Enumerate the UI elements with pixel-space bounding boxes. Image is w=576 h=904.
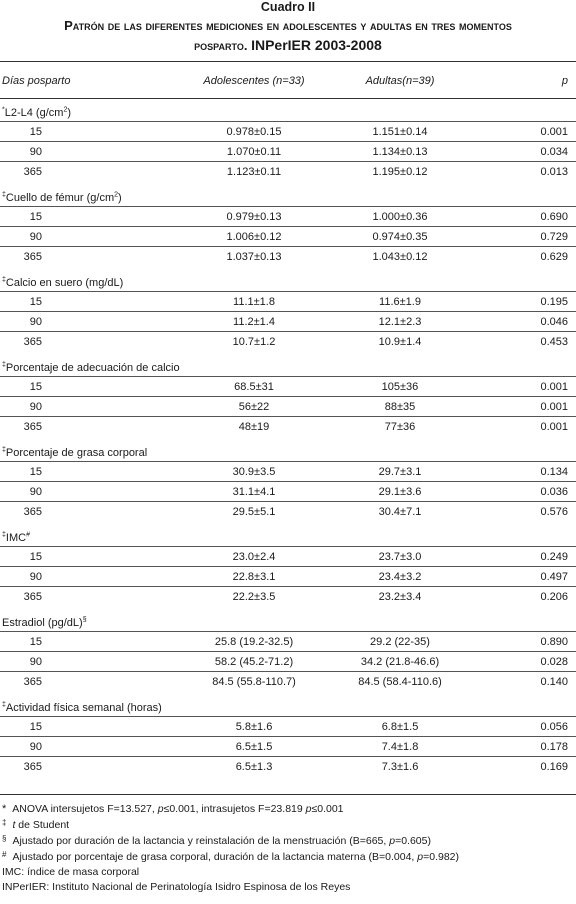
cell-adolescentes: 30.9±3.5: [232, 466, 276, 478]
cell-adultas: 1.195±0.12: [372, 166, 428, 178]
footnote-grasa: [2, 850, 459, 864]
footnote-text: ANOVA intersujetos F=13.527,: [12, 803, 158, 815]
group-mark: ‡: [2, 276, 6, 284]
cell-adultas: 7.4±1.8: [381, 741, 419, 753]
cell-days: 365: [23, 336, 42, 348]
cell-p: 0.497: [540, 571, 568, 583]
footnote-student: [2, 818, 69, 832]
table-row: [0, 397, 576, 417]
bottom-rule: [0, 794, 576, 795]
table-number: Cuadro II: [260, 0, 316, 14]
title-line2-pre: posparto.: [194, 38, 248, 53]
footnote-mark: ‡: [2, 818, 7, 827]
table-row: [0, 292, 576, 312]
table-row: [0, 247, 576, 267]
cell-p: 0.013: [540, 166, 568, 178]
cell-adolescentes: 11.1±1.8: [233, 296, 275, 308]
cell-days: 90: [29, 486, 42, 498]
table-row: [0, 312, 576, 332]
cell-adultas: 1.151±0.14: [372, 126, 428, 138]
footnote-mark: §: [2, 834, 7, 843]
top-rule: [0, 61, 576, 62]
group-label: Cuello de fémur (g/cm: [5, 192, 115, 204]
table-row: [0, 377, 576, 397]
cell-adultas: 84.5 (58.4-110.6): [358, 676, 442, 688]
cell-adultas: 105±36: [381, 381, 419, 393]
footnote-imc: IMC: índice de masa corporal: [2, 866, 140, 878]
group-label: Calcio en suero (mg/dL): [5, 277, 124, 289]
cell-adolescentes: 31.1±4.1: [232, 486, 276, 498]
footnote-text: de Student: [15, 819, 70, 831]
cell-p: 0.028: [540, 656, 568, 668]
cell-adultas: 77±36: [384, 421, 416, 433]
cell-p: 0.056: [540, 721, 568, 733]
group-title: [2, 616, 87, 630]
footnote-text: ≤0.001: [311, 803, 344, 815]
cell-adolescentes: 1.070±0.11: [226, 146, 282, 158]
cell-p: 0.034: [540, 146, 568, 158]
cell-days: 15: [29, 636, 42, 648]
footnote-mark: #: [2, 850, 7, 859]
group-mark: *: [2, 106, 5, 114]
cell-adolescentes: 6.5±1.5: [235, 741, 273, 753]
cell-p: 0.453: [540, 336, 568, 348]
cell-days: 90: [29, 741, 42, 753]
cell-adultas: 6.8±1.5: [381, 721, 419, 733]
cell-days: 365: [23, 251, 42, 263]
cell-adolescentes: 22.2±3.5: [232, 591, 276, 603]
table-row: [0, 632, 576, 652]
cell-adultas: 1.134±0.13: [372, 146, 428, 158]
group-mark: ‡: [2, 191, 6, 199]
cell-days: 15: [29, 381, 42, 393]
cell-days: 365: [23, 506, 42, 518]
cell-adultas: 7.3±1.6: [381, 761, 419, 773]
cell-adolescentes: 1.037±0.13: [226, 251, 282, 263]
cell-adultas: 0.974±0.35: [372, 231, 428, 243]
cell-p: 0.729: [540, 231, 568, 243]
table-title-line1: [0, 18, 576, 34]
cell-p: 0.249: [540, 551, 568, 563]
table-row: [0, 717, 576, 737]
cell-adolescentes: 0.979±0.13: [226, 211, 282, 223]
cell-days: 15: [29, 466, 42, 478]
footnote-text: =0.982): [423, 851, 459, 863]
cell-p: 0.195: [540, 296, 568, 308]
group-title: [2, 106, 71, 120]
cell-adolescentes: 1.123±0.11: [226, 166, 282, 178]
cell-adultas: 88±35: [384, 401, 416, 413]
cell-adultas: 29.2 (22-35): [370, 636, 430, 648]
group-mark: ‡: [2, 701, 6, 709]
table-row: [0, 567, 576, 587]
cell-adolescentes: 58.2 (45.2-71.2): [214, 656, 294, 668]
table-row: [0, 207, 576, 227]
table-row: [0, 547, 576, 567]
cell-adultas: 23.7±3.0: [378, 551, 422, 563]
footnote-p: p: [417, 851, 424, 863]
cell-adolescentes: 22.8±3.1: [232, 571, 276, 583]
cell-adultas: 23.4±3.2: [378, 571, 422, 583]
cell-days: 90: [29, 656, 42, 668]
cell-adultas: 23.2±3.4: [378, 591, 422, 603]
group-label: Estradiol (pg/dL): [2, 617, 83, 629]
cell-adultas: 34.2 (21.8-46.6): [360, 656, 440, 668]
group-label-sup: #: [26, 531, 30, 539]
group-label: Porcentaje de adecuación de calcio: [5, 362, 180, 374]
cell-adolescentes: 48±19: [238, 421, 270, 433]
table-row: [0, 462, 576, 482]
cell-days: 365: [23, 676, 42, 688]
cell-p: 0.046: [540, 316, 568, 328]
cell-p: 0.001: [540, 401, 568, 413]
table-row: [0, 757, 576, 777]
group-title: [2, 701, 162, 715]
cell-p: 0.036: [540, 486, 568, 498]
footnote-p: p: [157, 803, 164, 815]
table-row: [0, 227, 576, 247]
group-label-tail: ): [67, 107, 72, 119]
group-title: [2, 446, 147, 460]
cell-adolescentes: 29.5±5.1: [232, 506, 276, 518]
group-mark: ‡: [2, 361, 6, 369]
title-line2-bold: INPerIER 2003-2008: [251, 37, 382, 53]
cell-days: 90: [29, 316, 42, 328]
table-row: [0, 162, 576, 182]
group-title: [2, 531, 30, 545]
cell-days: 15: [29, 551, 42, 563]
cell-p: 0.001: [540, 126, 568, 138]
group-label: Actividad física semanal (horas): [5, 702, 162, 714]
header-p: p: [561, 75, 568, 87]
table-row: [0, 332, 576, 352]
cell-p: 0.169: [540, 761, 568, 773]
cell-adolescentes: 25.8 (19.2-32.5): [214, 636, 294, 648]
cell-days: 90: [29, 231, 42, 243]
group-title: [2, 276, 123, 290]
header-adultas: Adultas(n=39): [365, 75, 435, 87]
group-label: Porcentaje de grasa corporal: [5, 447, 148, 459]
cell-days: 90: [29, 571, 42, 583]
cell-days: 90: [29, 146, 42, 158]
footnote-p: p: [389, 835, 396, 847]
cell-adolescentes: 6.5±1.3: [235, 761, 273, 773]
footnote-anova: [2, 802, 344, 816]
table-row: [0, 122, 576, 142]
footnote-t: t: [12, 819, 16, 831]
cell-days: 365: [23, 421, 42, 433]
cell-adolescentes: 84.5 (55.8-110.7): [212, 676, 296, 688]
cell-adultas: 10.9±1.4: [378, 336, 422, 348]
cell-adultas: 11.6±1.9: [379, 296, 421, 308]
table-row: [0, 737, 576, 757]
cell-adultas: 30.4±7.1: [378, 506, 422, 518]
header-days: Días posparto: [2, 75, 71, 87]
cell-p: 0.178: [540, 741, 568, 753]
cell-days: 15: [29, 126, 42, 138]
footnote-text: =0.605): [395, 835, 431, 847]
cell-days: 15: [29, 721, 42, 733]
group-label-sup: 2: [63, 106, 68, 114]
cell-p: 0.001: [540, 421, 568, 433]
cell-days: 365: [23, 166, 42, 178]
cell-p: 0.140: [540, 676, 568, 688]
cell-adultas: 29.7±3.1: [378, 466, 422, 478]
footnote-inperier: INPerIER: Instituto Nacional de Perinatología Isidro Espinosa de los Reyes: [2, 881, 351, 893]
table-row: [0, 652, 576, 672]
cell-p: 0.690: [540, 211, 568, 223]
header-adolescentes: Adolescentes (n=33): [203, 75, 305, 87]
cell-adultas: 1.000±0.36: [372, 211, 428, 223]
cell-adultas: 1.043±0.12: [372, 251, 428, 263]
group-label: L2-L4 (g/cm: [4, 107, 64, 119]
table-row: [0, 142, 576, 162]
group-label-sup: 2: [114, 191, 119, 199]
group-title: [2, 191, 122, 205]
cell-adolescentes: 1.006±0.12: [226, 231, 282, 243]
group-label: IMC: [5, 532, 27, 544]
title-line1-text: Patrón de las diferentes mediciones en adolescentes y adultas en tres momentos: [64, 18, 512, 33]
table-row: [0, 672, 576, 692]
group-mark: ‡: [2, 531, 6, 539]
footnote-mark: *: [2, 803, 7, 815]
cell-days: 365: [23, 591, 42, 603]
cell-adolescentes: 10.7±1.2: [232, 336, 276, 348]
cell-days: 15: [29, 296, 42, 308]
group-label-tail: ): [118, 192, 122, 204]
footnote-lactancia: [2, 834, 431, 848]
table-row: [0, 502, 576, 522]
cell-days: 90: [29, 401, 42, 413]
cell-p: 0.134: [540, 466, 568, 478]
cell-p: 0.629: [540, 251, 568, 263]
cell-p: 0.001: [540, 381, 568, 393]
table-row: [0, 482, 576, 502]
cell-adultas: 29.1±3.6: [378, 486, 422, 498]
group-mark: ‡: [2, 446, 6, 454]
header-rule: [0, 98, 576, 99]
footnote-text: Ajustado por duración de la lactancia y reinstalación de la menstruación (B=665,: [12, 835, 390, 847]
footnote-text: Ajustado por porcentaje de grasa corporal, duración de la lactancia materna (B=0.004,: [12, 851, 418, 863]
group-title: [2, 361, 180, 375]
cell-adultas: 12.1±2.3: [378, 316, 422, 328]
cell-p: 0.890: [540, 636, 568, 648]
cell-adolescentes: 11.2±1.4: [233, 316, 275, 328]
footnote-p: p: [305, 803, 312, 815]
table-row: [0, 587, 576, 607]
cell-p: 0.576: [540, 506, 568, 518]
cell-adolescentes: 5.8±1.6: [235, 721, 273, 733]
cell-days: 365: [23, 761, 42, 773]
group-label-sup: §: [82, 616, 87, 624]
table-row: [0, 417, 576, 437]
footnote-text: ≤0.001, intrasujetos F=23.819: [163, 803, 306, 815]
cell-adolescentes: 68.5±31: [234, 381, 274, 393]
cell-adolescentes: 0.978±0.15: [226, 126, 282, 138]
cell-days: 15: [29, 211, 42, 223]
cell-adolescentes: 23.0±2.4: [232, 551, 276, 563]
table-title-line2: [0, 37, 576, 54]
cell-p: 0.206: [540, 591, 568, 603]
cell-adolescentes: 56±22: [238, 401, 270, 413]
